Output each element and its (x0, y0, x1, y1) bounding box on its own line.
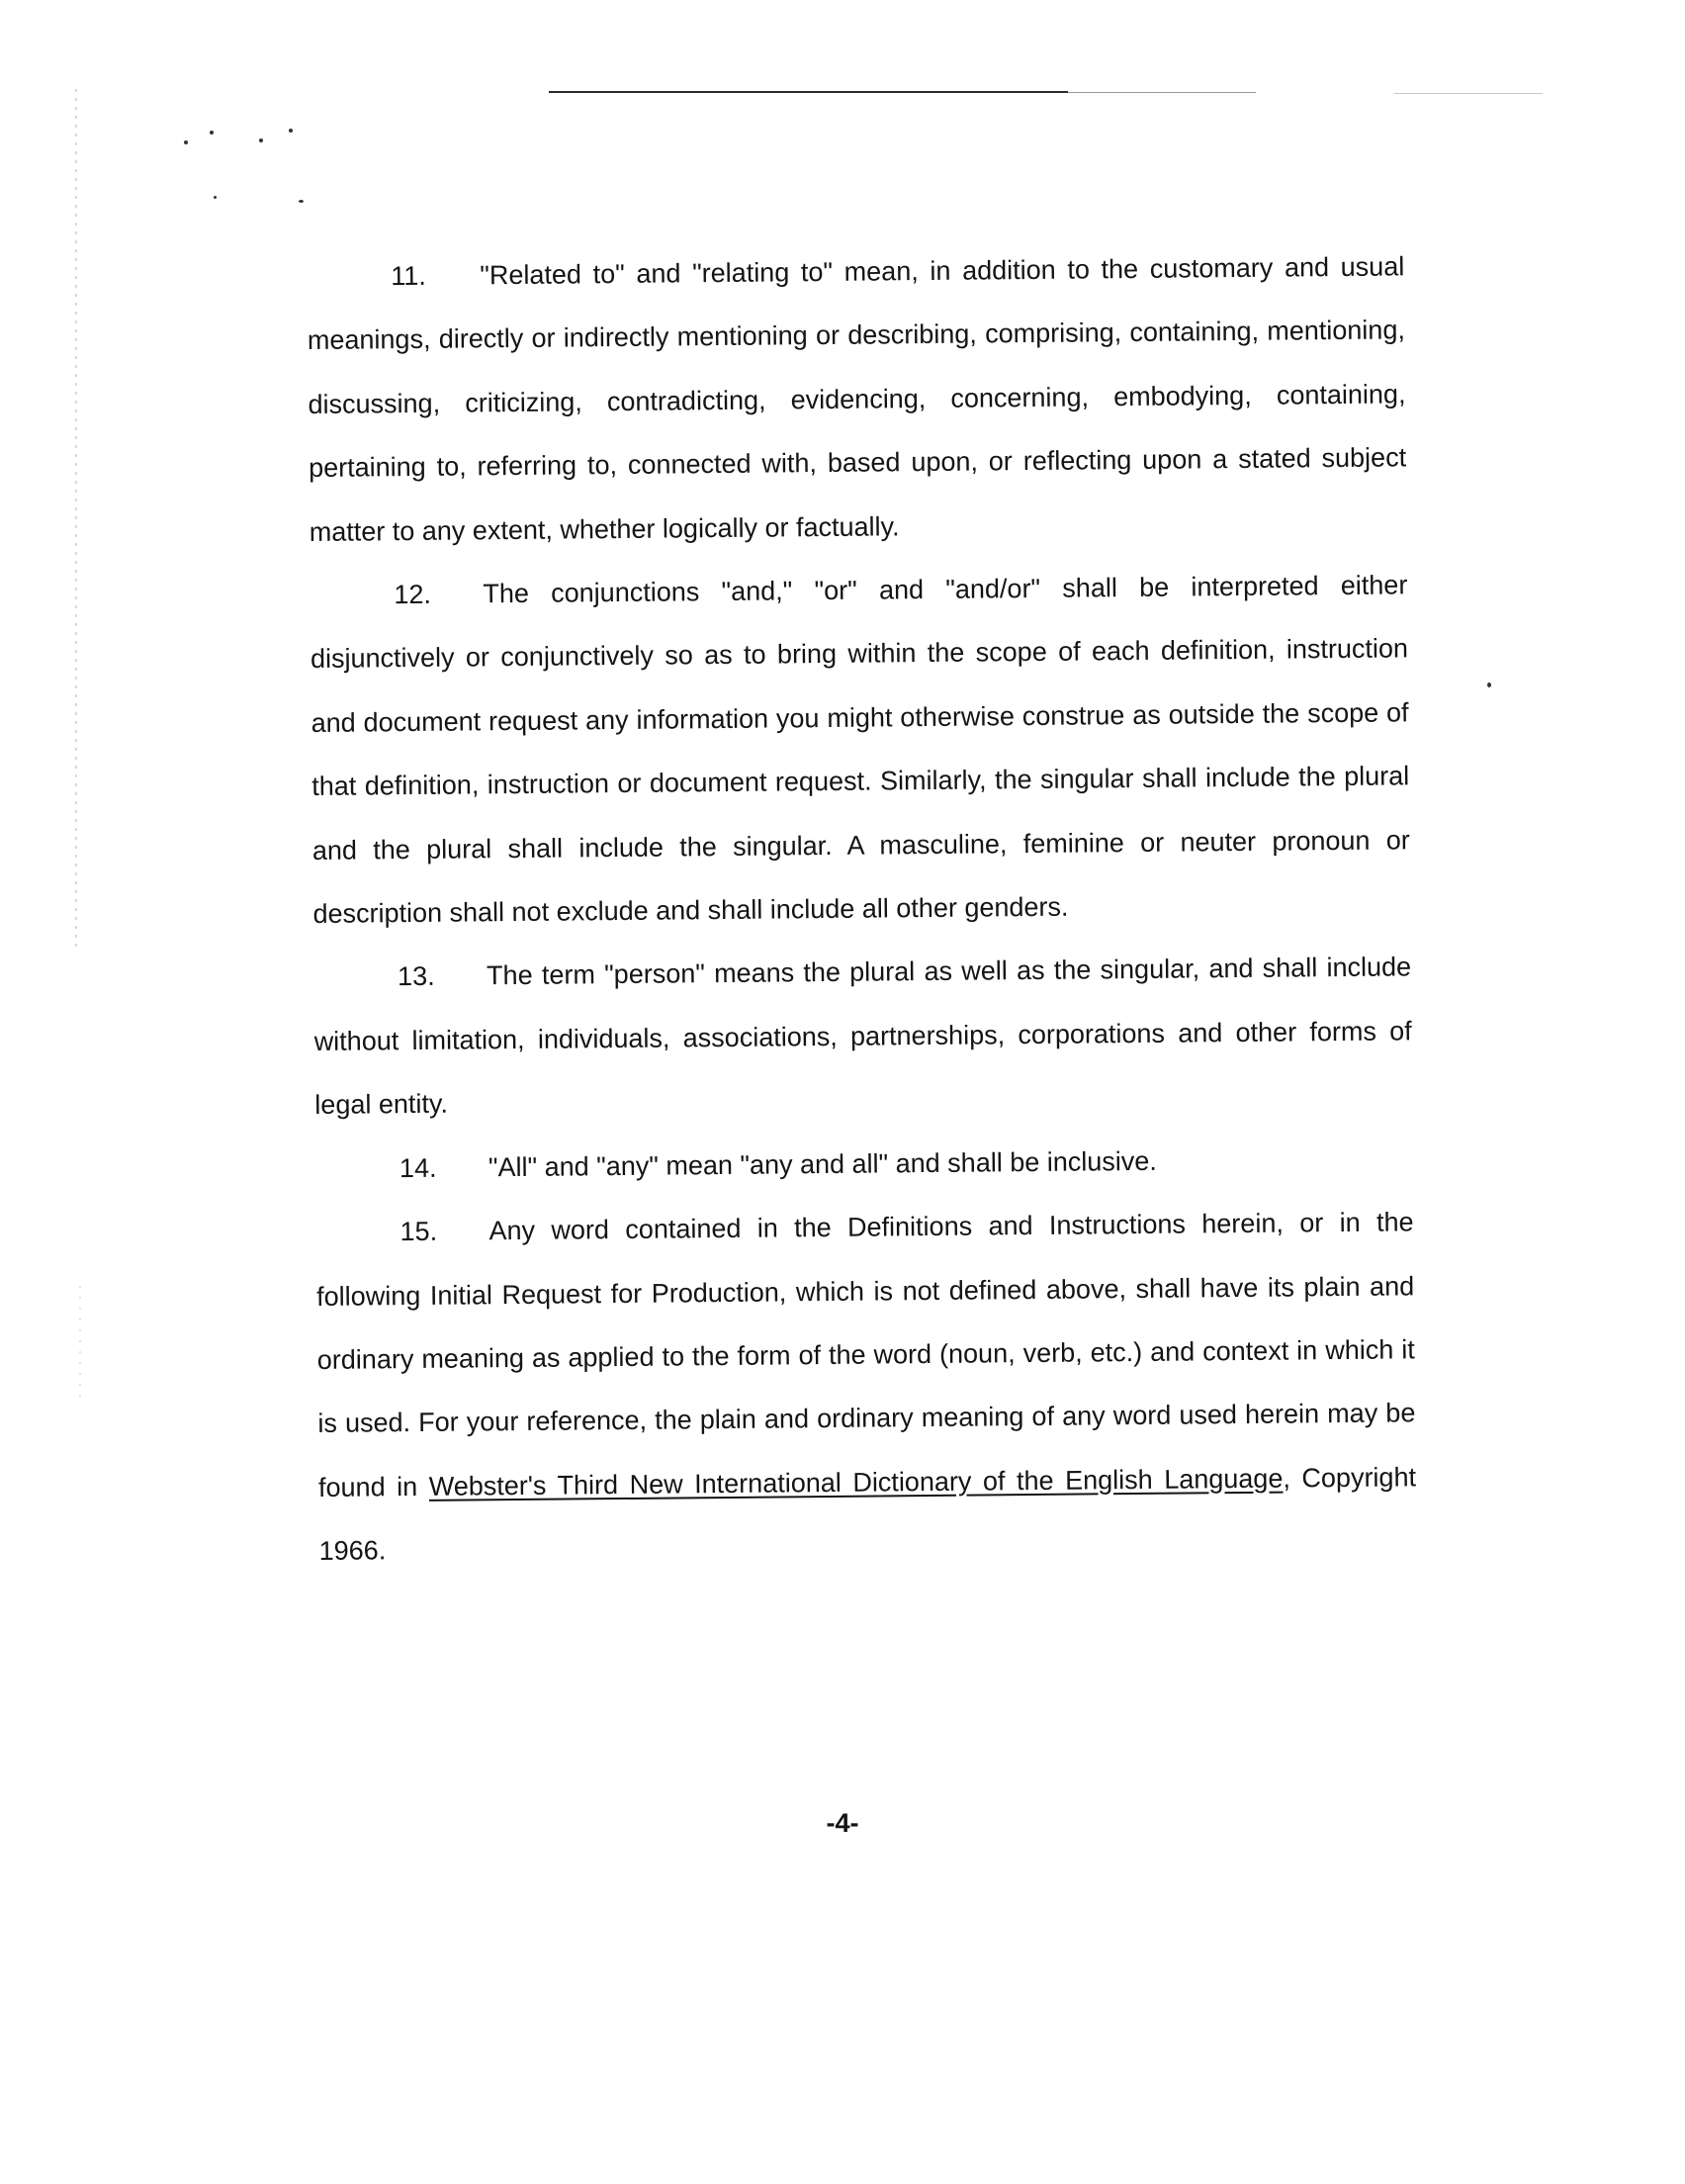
paragraph-15 (315, 1190, 1417, 1583)
paragraph-number: 14. (399, 1152, 437, 1183)
paragraph-11 (307, 234, 1407, 564)
page-number: -4- (826, 1808, 859, 1838)
header-rule (549, 91, 1068, 93)
header-rule-faint-2 (1394, 93, 1543, 94)
scan-dot (299, 200, 304, 203)
scan-dot (289, 129, 293, 133)
paragraph-text-after: , Copyright 1966. (318, 1462, 1417, 1567)
scan-dot (210, 131, 214, 135)
scan-dot (184, 140, 188, 144)
paragraph-14 (315, 1127, 1414, 1201)
paragraph-text: "All" and "any" mean "any and all" and shall be inclusive. (488, 1145, 1157, 1182)
paragraph-number: 15. (399, 1216, 438, 1247)
header-rule-faint (1068, 92, 1256, 93)
paragraph-text: The term "person" means the plural as well as the singular, and shall include without limitation, individuals, associations, partnerships, corporations and other forms of legal entity. (313, 952, 1412, 1121)
scan-edge-speckle-lower (79, 1286, 81, 1405)
scan-dot (259, 138, 263, 142)
paragraph-text: "Related to" and "relating to" mean, in addition to the customary and usual meanings, directly or indirectly mentioning or describing, comprising, containing, mentioning, discussing, criticizing, contradicting, evidencing, concerning, embodying, containing, pertaining to, referring to, connected with, based upon, or reflecting upon a stated subject matter to any extent, whether logically or factually. (307, 251, 1407, 547)
scan-dot (1487, 682, 1491, 687)
paragraph-text: The conjunctions "and," "or" and "and/or" shall be interpreted either disjunctively or conjunctively so as to bring within the scope of each definition, instruction and document request any information you might otherwise construe as outside the scope of that definition, instruction or document request. Similarly, the singular shall include the plural and the plural shall include the singular. A masculine, feminine or neuter pronoun or description shall not exclude and shall include all other genders. (310, 570, 1410, 930)
paragraph-number: 11. (391, 260, 426, 292)
paragraph-13 (313, 936, 1413, 1138)
paragraph-number: 12. (394, 579, 432, 610)
paragraph-12 (310, 553, 1411, 946)
scan-dot (214, 196, 217, 199)
document-body (307, 234, 1417, 1583)
scan-edge-speckle (75, 89, 77, 950)
paragraph-number: 13. (397, 961, 435, 992)
dictionary-reference-title: Webster's Third New International Dictionary of the English Language (428, 1463, 1284, 1502)
paragraph-text-before: Any word contained in the Definitions and Instructions herein, or in the following Initial Request for Production, which is not defined above, shall have its plain and ordinary meaning as applied to the form of the word (noun, verb, etc.) and context in which it is used. For your reference, the plain and ordinary meaning of any word used herein may be found in (316, 1207, 1416, 1502)
